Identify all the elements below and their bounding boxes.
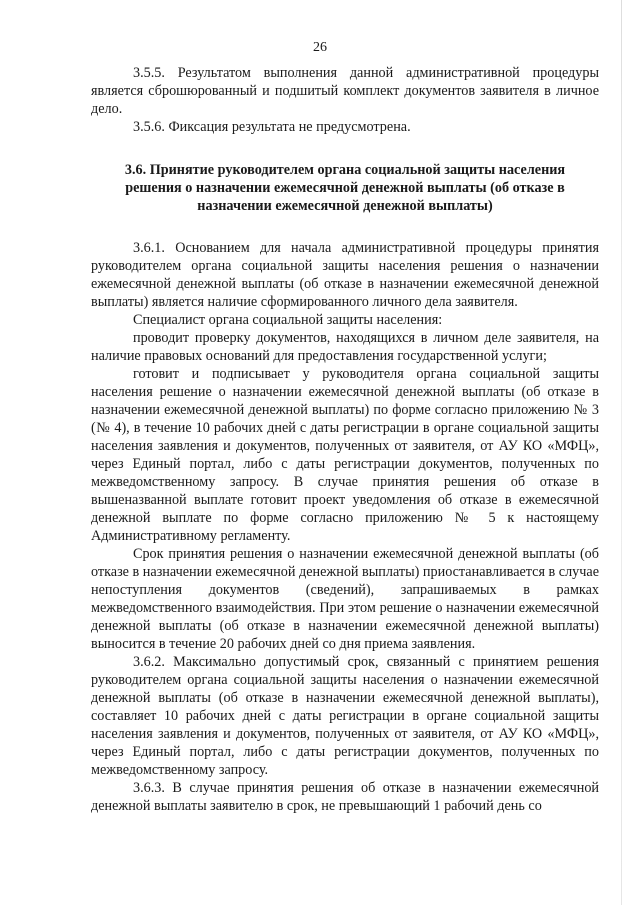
paragraph-check-documents: проводит проверку документов, находящихся в личном деле заявителя, на наличие правовых оснований для предоставления государственной услуги;	[91, 330, 599, 364]
page-number: 26	[313, 40, 327, 55]
paragraph-3-6-2: 3.6.2. Максимально допустимый срок, связанный с принятием решения руководителем органа социальной защиты населения о назначении ежемесячной денежной выплаты (об отказе в назначении ежемесячной денежной выплаты), составляет 10 рабочих дней с даты регистрации в органе социальной защиты населения заявления и документов, полученных от заявителя, от АУ КО «МФЦ», через Единый портал, либо с даты регистрации документов, полученных по межведомственному запросу.	[91, 654, 599, 778]
paragraph-specialist: Специалист органа социальной защиты населения:	[133, 312, 443, 328]
paragraph-prepare-decision: готовит и подписывает у руководителя органа социальной защиты населения решение о назначении ежемесячной денежной выплаты (об отказе в назначении ежемесячной денежной выплаты) по форме согласно приложению № 3 (№ 4), в течение 10 рабочих дней с даты регистрации в органе социальной защиты населения заявления и документов, полученных от заявителя, от АУ КО «МФЦ», через Единый портал, либо с даты регистрации документов, полученных по межведомственному запросу. В случае принятия решения об отказе в вышеназванной выплате готовит проект уведомления об отказе в ежемесячной денежной выплате по форме согласно приложению № 5 к настоящему Административному регламенту.	[91, 366, 599, 544]
scan-edge-line	[621, 0, 622, 905]
paragraph-3-6-3: 3.6.3. В случае принятия решения об отказе в назначении ежемесячной денежной выплаты заявителю в срок, не превышающий 1 рабочий день со	[91, 780, 599, 814]
paragraph-3-5-5: 3.5.5. Результатом выполнения данной административной процедуры является сброшюрованный и подшитый комплект документов заявителя в личное дело.	[91, 65, 599, 117]
page-body	[91, 64, 599, 815]
paragraph-decision-term: Срок принятия решения о назначении ежемесячной денежной выплаты (об отказе в назначении ежемесячной денежной выплаты) приостанавливается в случае непоступления документов (сведений), запрашиваемых в рамках межведомственного взаимодействия. При этом решение о назначении ежемесячной денежной выплаты (об отказе в назначении ежемесячной денежной выплаты) выносится в течение 20 рабочих дней со дня приема заявления.	[91, 546, 599, 652]
section-heading-3-6: 3.6. Принятие руководителем органа социальной защиты населения решения о назначении ежемесячной денежной выплаты (об отказе в назначении ежемесячной денежной выплаты)	[124, 162, 566, 214]
paragraph-3-5-6: 3.5.6. Фиксация результата не предусмотрена.	[133, 119, 411, 135]
paragraph-3-6-1: 3.6.1. Основанием для начала административной процедуры принятия руководителем органа социальной защиты населения решения о назначении ежемесячной денежной выплаты (об отказе в назначении ежемесячной денежной выплаты) является наличие сформированного личного дела заявителя.	[91, 240, 599, 310]
